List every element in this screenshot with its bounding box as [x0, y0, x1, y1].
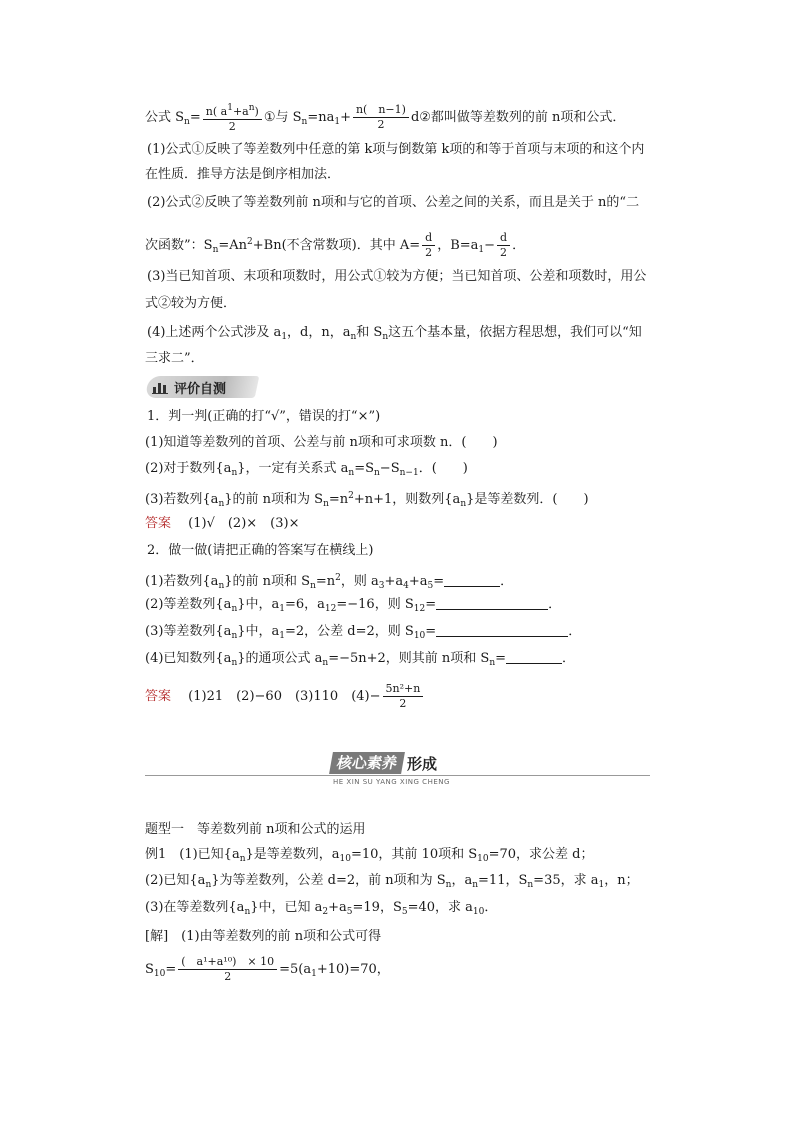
self-test-badge [152, 378, 226, 396]
A-fraction: $\frac{d}{2}$ [422, 231, 435, 260]
section-divider [145, 775, 650, 776]
bar-chart-icon [152, 380, 168, 394]
section-title-rest: 形成 [407, 755, 438, 773]
formula-intro-line: 公式 $S_n=$ $\frac{n( a^1+a^n)}{2}$ ①与 $S_n=na_1+$ $\frac{n( n-1)}{2}$ d②都叫做等差数列的前 n项和公式． [145, 103, 626, 133]
formula1-fraction: $\frac{n( a^1+a^n)}{2}$ [203, 101, 262, 134]
note-3-cont: 式②较为方便． [145, 296, 237, 311]
solution-title: [解] (1)由等差数列的前 n项和公式可得 [145, 929, 382, 944]
answer-blank[interactable] [436, 624, 568, 637]
example-1-part-1: 例1 (1)已知$\{a_n\}$是等差数列，$a_{10}=10$，其前 10项和 $S_{10}=70$，求公差 d； [145, 847, 594, 864]
answer2-fraction: $\frac{\text{5n²+n}}{2}$ [383, 682, 424, 711]
badge-label: 评价自测 [174, 381, 227, 397]
answer-2: 答案 (1)21 (2)−60 (3)110 (4)− $\frac{\text{5n²+n}}{2}$ [145, 680, 425, 714]
note-2-cont: 次函数”：$S_n=An^2+Bn$(不含常数项)．其中 A= $\frac{d}{2}$ ，$B=a_1-$ $\frac{d}{2}$ ． [145, 231, 526, 259]
example-1-part-3: (3)在等差数列$\{a_n\}$中，已知 $a_2+a_5=19$，$S_5=40$，求 $a_{10}$． [145, 900, 498, 917]
section-pinyin: HE XIN SU YANG XING CHENG [333, 778, 450, 786]
q2-item-2: (2)等差数列$\{a_n\}$中，$a_1=6$，$a_{12}=-16$，则 $S_{12}=$ ． [145, 597, 562, 614]
q1-item-3: (3)若数列$\{a_n\}$的前 n项和为 $S_n=n^2+n+1$，则数列$\{a_n\}$是等差数列．( ) [145, 491, 589, 509]
type-title: 题型一 等差数列前 n项和公式的运用 [145, 822, 366, 837]
note-3: (3)当已知首项、末项和项数时，用公式①较为方便；当已知首项、公差和项数时，用公 [147, 269, 647, 284]
q2-item-3: (3)等差数列$\{a_n\}$中，$a_1=2$，公差 d=2，则 $S_{10}=$ ． [145, 624, 582, 641]
note-1: (1)公式①反映了等差数列中任意的第 k项与倒数第 k项的和等于首项与末项的和这个内 [147, 142, 645, 157]
note-4: (4)上述两个公式涉及 $a_1$，d，n，$a_n$和 $S_n$这五个基本量，依据方程思想，我们可以“知 [147, 325, 642, 342]
q2-item-1: (1)若数列$\{a_n\}$的前 n项和 $S_n=n^2$，则 $a_3+a_4+a_5=$ ． [145, 573, 514, 591]
q2-item-4: (4)已知数列$\{a_n\}$的通项公式 $a_n=-5n+2$，则其前 n项和 $S_n=$ ． [145, 651, 576, 668]
section-header [145, 750, 650, 786]
formula2-fraction: $\frac{n( n-1)}{2}$ [353, 103, 409, 132]
q2-title: 2．做一做(请把正确的答案写在横线上) [147, 543, 374, 558]
q1-title: 1．判一判(正确的打“√”，错误的打“×”) [147, 409, 381, 424]
section-title-boxed: 核心素养 [329, 752, 405, 774]
note-1-cont: 在性质．推导方法是倒序相加法． [145, 167, 341, 182]
answer-label: 答案 [145, 689, 172, 704]
answer-1: 答案 (1)√ (2)× (3)× [145, 516, 300, 531]
example-1-part-2: (2)已知$\{a_n\}$为等差数列，公差 d=2，前 n项和为 $S_n$，$a_n=11$，$S_n=35$，求 $a_1$，n； [145, 873, 639, 890]
solution-fraction: $\frac{\text{( a¹+a¹⁰) × 10}}{2}$ [178, 955, 277, 984]
answer-blank[interactable] [506, 651, 562, 664]
answer-label: 答案 [145, 516, 172, 531]
note-4-cont: 三求二”． [145, 351, 204, 366]
note-2: (2)公式②反映了等差数列前 n项和与它的首项、公差之间的关系，而且是关于 n的“二 [147, 195, 640, 210]
q1-item-1: (1)知道等差数列的首项、公差与前 n项和可求项数 n．( ) [145, 435, 498, 450]
answer-blank[interactable] [444, 574, 500, 587]
q1-item-2: (2)对于数列$\{a_n\}$，一定有关系式 $a_n=S_n-S_{n-1}$．( ) [145, 461, 468, 478]
answer-blank[interactable] [436, 597, 548, 610]
solution-formula: $S_{10}=$ $\frac{\text{( a¹+a¹⁰) × 10}}{2}$ $=5(a_1+10)=70$， [145, 955, 390, 983]
B-fraction: $\frac{d}{2}$ [497, 231, 510, 260]
